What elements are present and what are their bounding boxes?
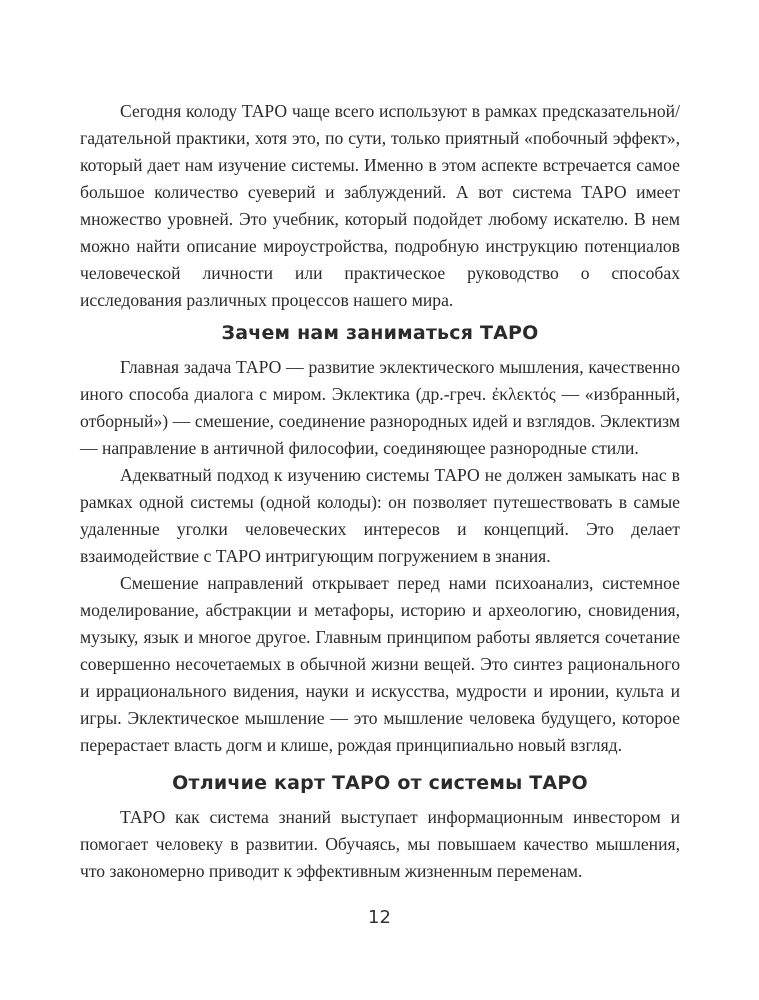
section-cards-vs-system-body xyxy=(80,804,680,885)
section-heading-why-taro: Зачем нам заниматься ТАРО xyxy=(221,322,539,344)
paragraph: ТАРО как система знаний выступает информационным инвестором и помогает человеку в развитии. Обучаясь, мы повышаем качество мышления, что закономерно приводит к эффективным жизненным переменам. xyxy=(80,807,680,881)
section-heading-cards-vs-system: Отличие карт ТАРО от системы ТАРО xyxy=(172,772,588,794)
paragraph: Смешение направлений открывает перед нами психоанализ, системное моделирование, абстракции и метафоры, историю и археологию, сновидения, музыку, язык и многое другое. Главным принципом работы является сочетание совершенно несочетаемых в обычной жизни вещей. Это синтез рационального и иррационального видения, науки и искусства, мудрости и иронии, культа и игры. Эклектическое мышление — это мышление человека будущего, которое перерастает власть догм и клише, рождая принципиально новый взгляд. xyxy=(80,573,680,755)
intro-block xyxy=(80,98,680,314)
page-number: 12 xyxy=(368,907,391,928)
section-why-taro-body xyxy=(80,354,680,759)
paragraph: Адекватный подход к изучению системы ТАРО не должен замыкать нас в рамках одной системы (одной колоды): он позволяет путешествовать в самые удаленные уголки человеческих интересов и концепций. Это делает взаимодействие с ТАРО интригующим погружением в знания. xyxy=(80,465,680,566)
paragraph: Главная задача ТАРО — развитие эклектического мышления, качественно иного способа диалога с миром. Эклектика (др.-греч. ἐκλεκτός — «избранный, отборный») — смешение, соединение разнородных идей и взглядов. Эклектизм — направление в античной философии, соединяющее разнородные стили. xyxy=(80,357,680,458)
intro-paragraph: Сегодня колоду ТАРО чаще всего используют в рамках предсказательной/гадательной практики, хотя это, по сути, только приятный «побочный эффект», который дает нам изучение системы. Именно в этом аспекте встречается самое большое количество суеверий и заблуждений. А вот система ТАРО имеет множество уровней. Это учебник, который подойдет любому искателю. В нем можно найти описание мироустройства, подробную инструкцию потенциалов человеческой личности или практическое руководство о способах исследования различных процессов нашего мира. xyxy=(80,101,680,310)
